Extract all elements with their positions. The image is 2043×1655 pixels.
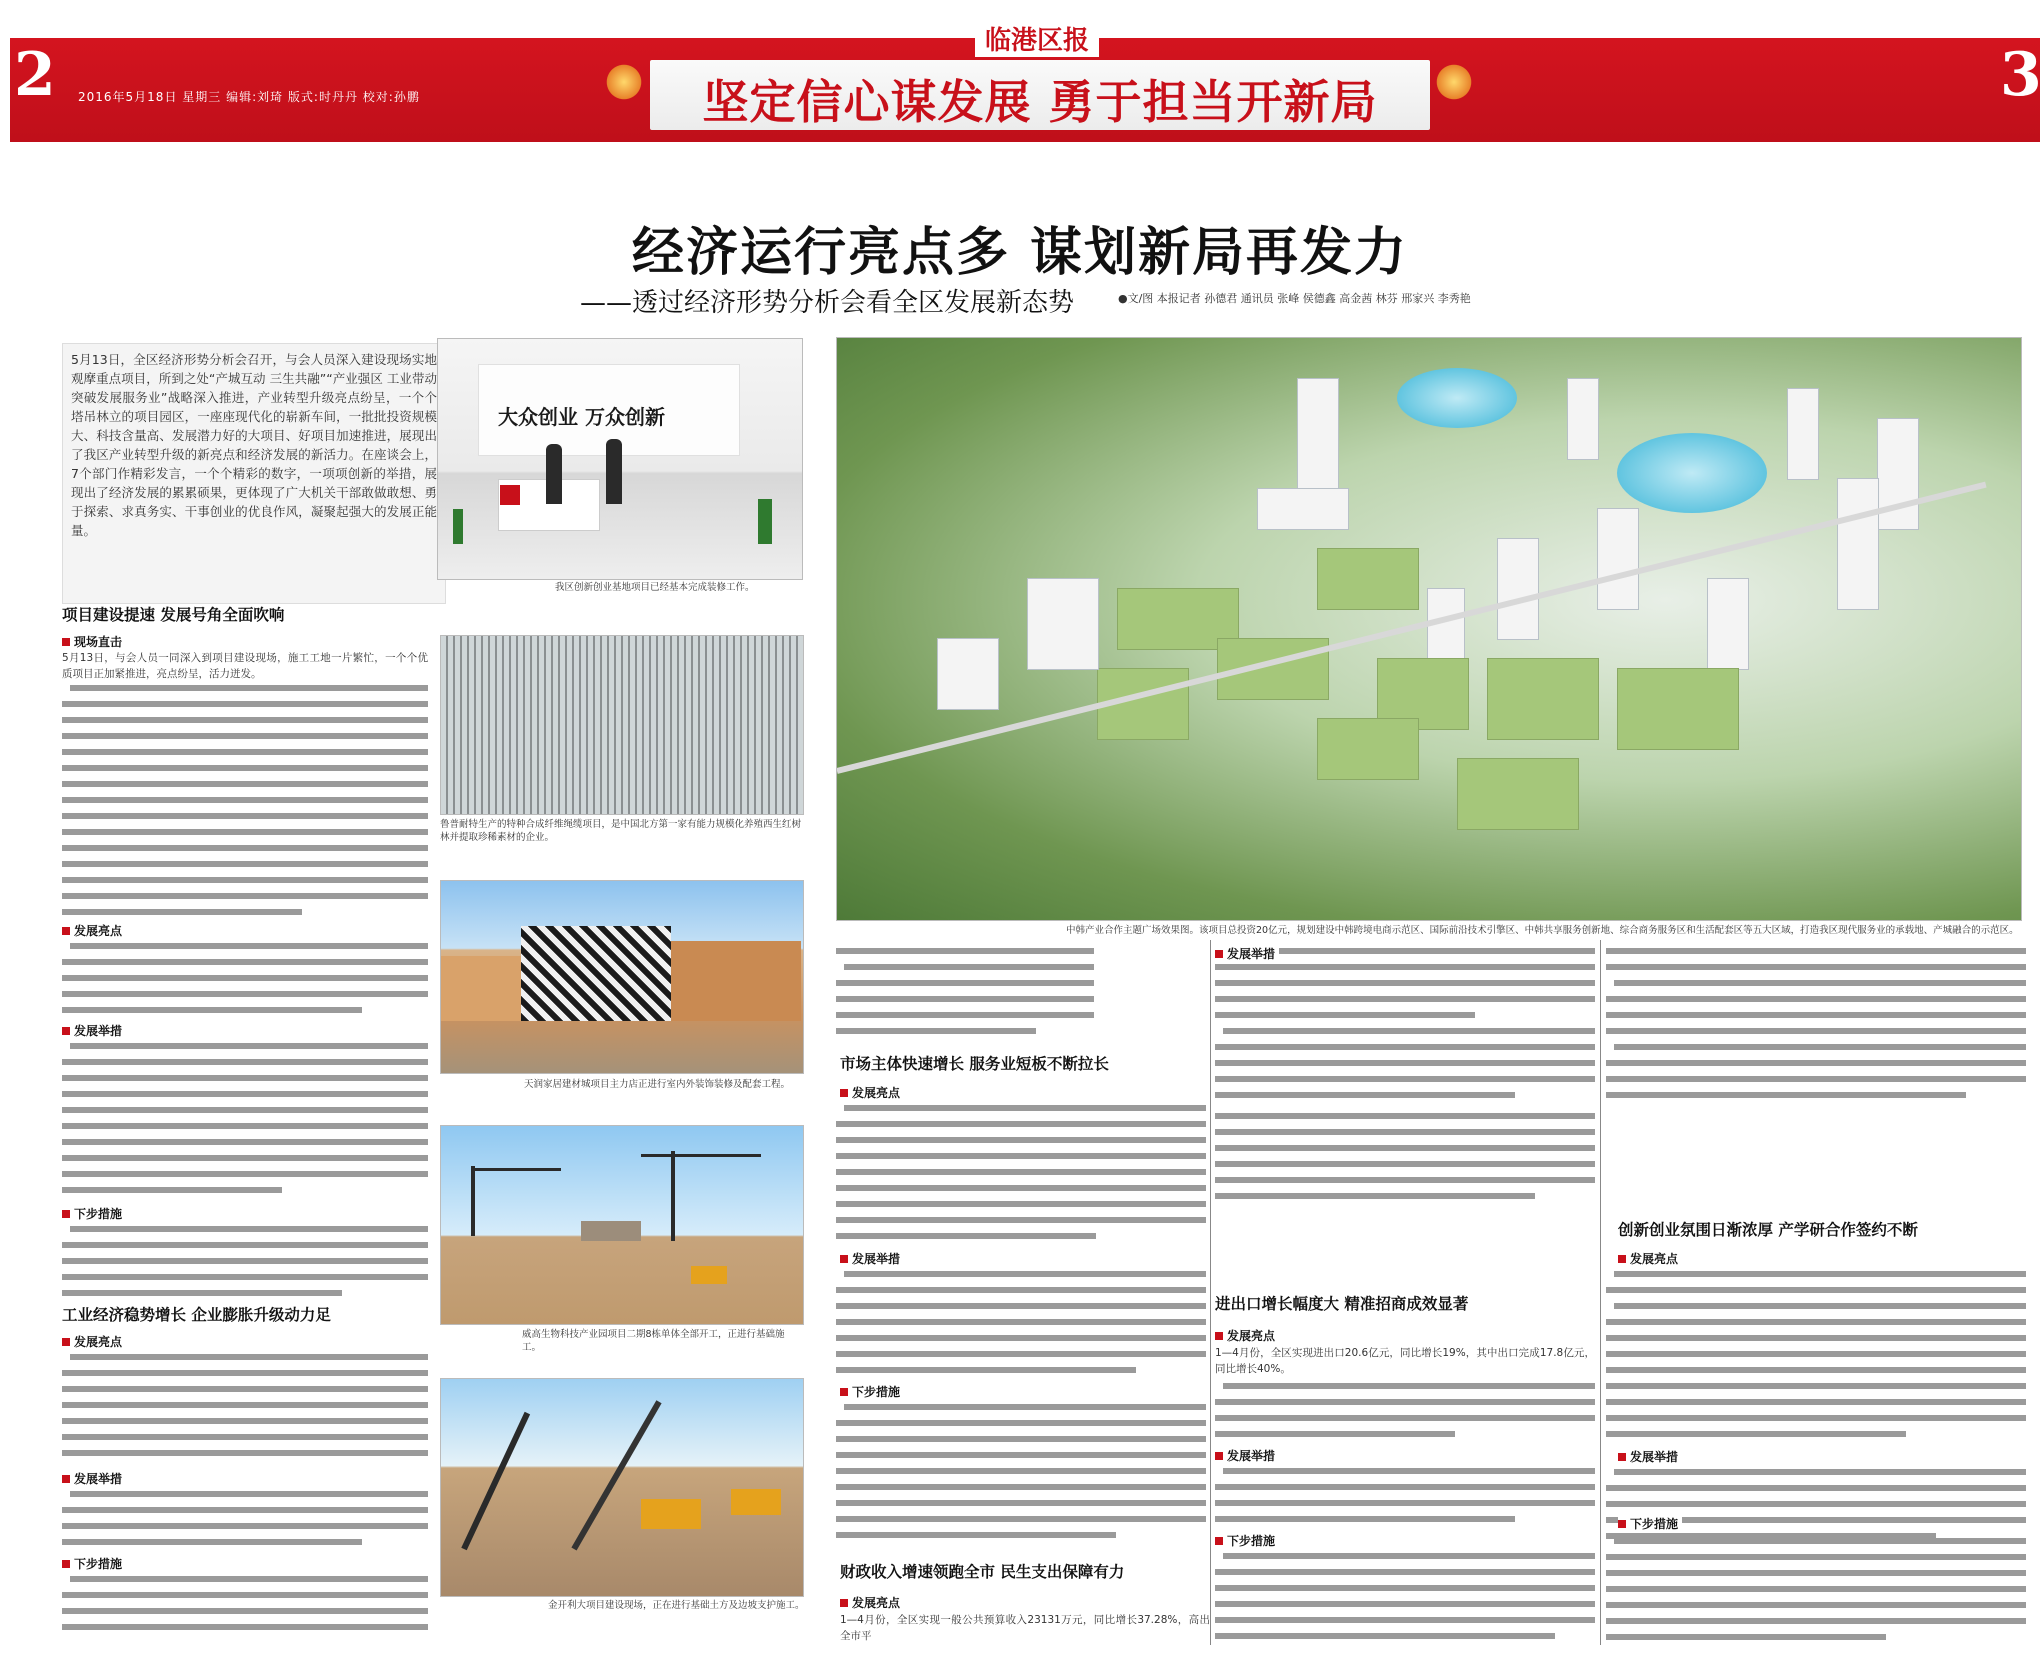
section-title: 工业经济稳势增长 企业膨胀升级动力足 [62, 1305, 331, 1324]
text-lines [1606, 1268, 2026, 1444]
page-number-right: 3 [2000, 40, 2042, 110]
text-lines [62, 1488, 428, 1552]
text-lines [1606, 1535, 2026, 1647]
section-title: 财政收入增速领跑全市 民生支出保障有力 [840, 1562, 1125, 1581]
paragraph: 5月13日，与会人员一同深入到项目建设现场，施工工地一片繁忙，一个个优质项目正加紧推进，亮点纷呈，活力迸发。 [62, 652, 428, 680]
section-tag: 下步措施 [62, 1205, 122, 1222]
article-subheadline: ——透过经济形势分析会看全区发展新态势 [580, 288, 1075, 318]
photo-caption: 我区创新创业基地项目已经基本完成装修工作。 [555, 582, 755, 593]
section-tag: 发展举措 [62, 1470, 122, 1487]
article-byline: ●文/图 本报记者 孙德君 通讯员 张峰 侯德鑫 高金茜 林芬 邢家兴 李秀艳 [1118, 292, 1471, 305]
body-text-block [62, 1488, 428, 1556]
section-tag: 发展亮点 [1618, 1250, 1678, 1267]
text-lines [62, 1223, 428, 1303]
section-tag: 发展亮点 [1215, 1327, 1275, 1344]
photo-innovation-base [437, 338, 803, 580]
column-divider [1210, 940, 1211, 1645]
section-title: 创新创业氛围日渐浓厚 产学研合作签约不断 [1618, 1220, 1918, 1239]
body-text-block [62, 682, 428, 922]
text-lines [62, 940, 428, 1020]
article-headline: 经济运行亮点多 谋划新局再发力 [631, 222, 1409, 283]
text-lines [1215, 1550, 1595, 1646]
flower-decoration-icon [604, 62, 644, 102]
text-lines [836, 1401, 1206, 1545]
section-tag: 发展举措 [840, 1250, 900, 1267]
text-lines [1215, 1380, 1595, 1444]
body-text-block [1215, 1380, 1595, 1448]
text-lines [1215, 1110, 1595, 1206]
page-number-left: 2 [14, 40, 56, 110]
body-text-block [62, 1040, 428, 1204]
body-text-block [62, 1573, 428, 1641]
section-tag: 发展亮点 [840, 1084, 900, 1101]
text-lines [62, 1351, 428, 1463]
issue-date-line: 2016年5月18日 星期三 编辑:刘琦 版式:时丹丹 校对:孙鹏 [78, 90, 420, 104]
photo-biotech-park [440, 1125, 804, 1325]
paragraph: 1—4月份，全区实现一般公共预算收入23131万元，同比增长37.28%，高出全市平 [840, 1614, 1210, 1642]
text-lines [836, 1102, 1206, 1246]
photo-rope-project [440, 635, 804, 815]
body-text-block [62, 940, 428, 1024]
newspaper-logo: 临港区报 [975, 20, 1099, 57]
section-tag: 下步措施 [840, 1383, 900, 1400]
section-tag: 发展亮点 [840, 1594, 900, 1611]
text-lines [1215, 1465, 1595, 1529]
photo-construction-site [440, 1378, 804, 1597]
photo-building-materials-city [440, 880, 804, 1074]
text-lines [62, 1040, 428, 1200]
section-title: 项目建设提速 发展号角全面吹响 [62, 605, 285, 624]
wall-slogan: 大众创业 万众创新 [498, 405, 665, 429]
photo-caption: 天润家居建材城项目主力店正进行室内外装饰装修及配套工程。 [524, 1079, 791, 1090]
section-tag: 现场直击 [62, 633, 122, 650]
body-text-block [1606, 945, 2026, 1109]
text-lines [836, 1268, 1206, 1380]
rendering-caption: 中韩产业合作主题广场效果图。该项目总投资20亿元，规划建设中韩跨境电商示范区、国际前沿技术引擎区、中韩共享服务创新地、综合商务服务区和生活配套区等五大区域，打造我区现代服务业的承载地、产城融合的示范区。 [1066, 925, 2019, 936]
body-text-block [1215, 1465, 1595, 1533]
section-tag: 下步措施 [62, 1555, 122, 1572]
section-tag: 发展举措 [62, 1022, 122, 1039]
section-title: 进出口增长幅度大 精准招商成效显著 [1215, 1294, 1469, 1313]
body-text-block [1215, 1550, 1595, 1650]
photo-caption: 威高生物科技产业园项目二期8栋单体全部开工，正进行基础施工。 [522, 1329, 785, 1353]
text-lines [836, 945, 1094, 1041]
section-tag: 发展亮点 [62, 1333, 122, 1350]
section-tag: 发展举措 [1215, 1447, 1275, 1464]
body-text-block [62, 1223, 428, 1307]
text-lines [1606, 945, 2026, 1105]
text-lines [62, 682, 428, 922]
column-divider [1600, 940, 1601, 1645]
text-lines [1215, 945, 1595, 1105]
body-text-block [1606, 1535, 2026, 1651]
body-text-block [836, 1102, 1206, 1250]
text-lines [62, 1573, 428, 1637]
page-slogan: 坚定信心谋发展 勇于担当开新局 [702, 75, 1378, 129]
section-title: 市场主体快速增长 服务业短板不断拉长 [840, 1054, 1109, 1073]
flower-decoration-icon [1434, 62, 1474, 102]
body-text-block [836, 945, 1094, 1045]
paragraph: 1—4月份，全区实现进出口20.6亿元，同比增长19%，其中出口完成17.8亿元，同比增长40%。 [1215, 1347, 1595, 1375]
text-lines [1606, 1466, 2026, 1546]
section-tag: 下步措施 [1618, 1515, 1682, 1532]
article-lead: 5月13日，全区经济形势分析会召开，与会人员深入建设现场实地观摩重点项目，所到之处“产城互动 三生共融”“产业强区 工业带动 突破发展服务业”战略深入推进，产业转型升级亮点纷呈，一个个塔吊林立的项目园区，一座座现代化的崭新车间，一批批投资规模大、科技含量高、发展潜力好的大项目、好项目加速推进，展现出了我区产业转型升级的新亮点和经济发展的新活力。在座谈会上，7个部门作精彩发言，一个个精彩的数字，一项项创新的举措，展现出了经济发展的累累硕果，更体现了广大机关干部敢做敢想、勇于探索、求真务实、干事创业的优良作风，凝聚起强大的发展正能量。 [62, 343, 446, 604]
body-text-block [62, 1351, 428, 1467]
section-tag: 发展举措 [1618, 1448, 1678, 1465]
photo-caption: 金开利大项目建设现场，正在进行基础土方及边坡支护施工。 [548, 1600, 805, 1611]
body-text-block [1606, 1268, 2026, 1448]
section-tag: 发展举措 [1215, 945, 1279, 962]
photo-caption: 鲁普耐特生产的特种合成纤维绳缆项目，是中国北方第一家有能力规模化养殖西生红树林并提取珍稀素材的企业。 [440, 819, 802, 843]
photo-park-rendering [836, 337, 2022, 921]
body-text-block [1215, 1110, 1595, 1210]
body-text-block [836, 1268, 1206, 1384]
section-tag: 下步措施 [1215, 1532, 1275, 1549]
body-text-block [1215, 945, 1595, 1109]
section-tag: 发展亮点 [62, 922, 122, 939]
body-text-block [836, 1401, 1206, 1549]
